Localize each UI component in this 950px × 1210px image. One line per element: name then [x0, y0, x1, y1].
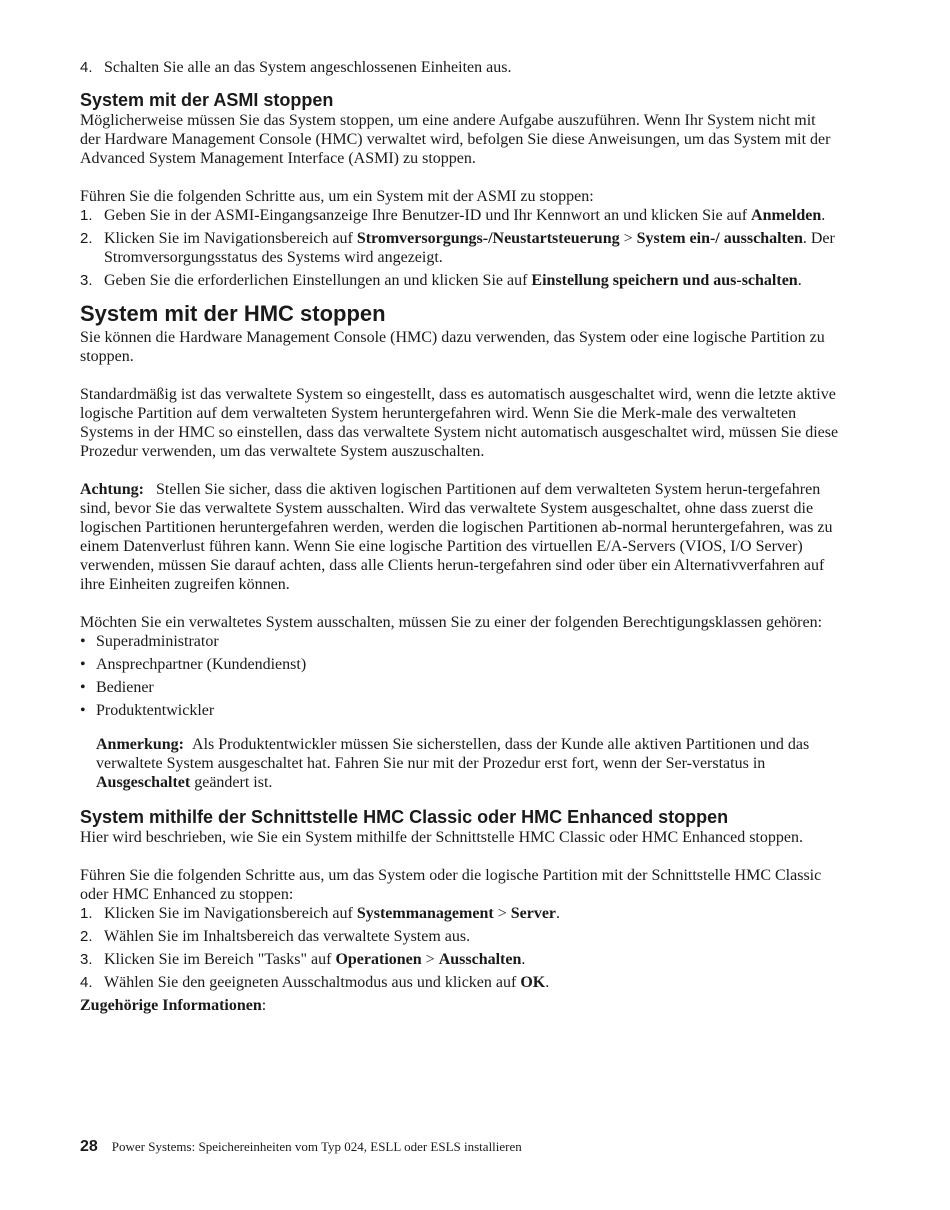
- list-item-text: Superadministrator: [96, 633, 219, 650]
- page-number: 28: [80, 1138, 98, 1155]
- note-text: geändert ist.: [190, 774, 273, 791]
- ui-term: Einstellung speichern und aus-schalten: [531, 272, 798, 289]
- page-body: [80, 58, 840, 1015]
- step-text: Wählen Sie den geeigneten Ausschaltmodus aus und klicken auf: [104, 974, 521, 991]
- bullet-icon: •: [80, 633, 86, 650]
- section-heading-classic: System mithilfe der Schnittstelle HMC Classic oder HMC Enhanced stoppen: [80, 807, 729, 827]
- ui-term: Ausschalten: [438, 951, 522, 968]
- list-item-text: Ansprechpartner (Kundendienst): [96, 656, 307, 673]
- footer-title: Power Systems: Speichereinheiten vom Typ 024, ESLL oder ESLS installieren: [111, 1139, 522, 1154]
- note-label: Anmerkung:: [96, 736, 185, 753]
- step-text: Schalten Sie alle an das System angeschlossenen Einheiten aus.: [104, 59, 512, 76]
- page-footer: [80, 1138, 522, 1156]
- step-number: 3.: [80, 272, 93, 289]
- step-text: >: [619, 230, 637, 247]
- list-item: [80, 904, 840, 923]
- step-number: 4.: [80, 59, 93, 76]
- step-text: Geben Sie die erforderlichen Einstellungen an und klicken Sie auf: [104, 272, 532, 289]
- list-item-text: Bediener: [96, 679, 154, 696]
- attention-paragraph: [80, 480, 840, 594]
- ui-term: Stromversorgungs-/Neustartsteuerung: [356, 230, 620, 247]
- step-text: Klicken Sie im Navigationsbereich auf: [104, 905, 357, 922]
- bullet-icon: •: [80, 702, 86, 719]
- step-number: 4.: [80, 974, 93, 991]
- bullet-list: [80, 632, 840, 720]
- step-number: 2.: [80, 230, 93, 247]
- step-number: 1.: [80, 905, 93, 922]
- section-heading-asmi: System mit der ASMI stoppen: [80, 90, 334, 110]
- ui-term: Anmelden: [751, 207, 822, 224]
- ui-term: Operationen: [335, 951, 422, 968]
- paragraph: Führen Sie die folgenden Schritte aus, um ein System mit der ASMI zu stoppen:: [80, 188, 594, 205]
- related-info-label: Zugehörige Informationen: [80, 997, 262, 1014]
- list-item: [80, 229, 840, 267]
- step-text: >: [493, 905, 511, 922]
- list-item: [80, 973, 840, 992]
- step-text: Wählen Sie im Inhaltsbereich das verwaltete System aus.: [104, 928, 471, 945]
- list-item: [80, 58, 840, 77]
- paragraph: Hier wird beschrieben, wie Sie ein System mithilfe der Schnittstelle HMC Classic oder HMC Enhanced stoppen.: [80, 829, 803, 846]
- step-text: .: [521, 951, 526, 968]
- step-text: .: [545, 974, 550, 991]
- ui-term: System ein-/ ausschalten: [636, 230, 803, 247]
- list-item: [80, 271, 840, 290]
- paragraph: Möchten Sie ein verwaltetes System ausschalten, müssen Sie zu einer der folgenden Berechtigungsklassen gehören:: [80, 614, 823, 631]
- related-info-line: [80, 996, 840, 1015]
- bullet-icon: •: [80, 679, 86, 696]
- paragraph: Möglicherweise müssen Sie das System stoppen, um eine andere Aufgabe auszuführen. Wenn Ihr System nicht mit der Hardware Management Console (HMC) verwaltet wird, befolgen Sie diese Anweisungen, um das System mit der Advanced System Management Interface (ASMI) zu stoppen.: [80, 112, 831, 167]
- list-item: [80, 678, 840, 697]
- note-paragraph: [80, 735, 840, 792]
- step-text: >: [421, 951, 439, 968]
- ui-term: OK: [520, 974, 546, 991]
- step-number: 2.: [80, 928, 93, 945]
- list-item: [80, 927, 840, 946]
- related-info-colon: :: [261, 997, 267, 1014]
- step-number: 1.: [80, 207, 93, 224]
- attention-text: Stellen Sie sicher, dass die aktiven logischen Partitionen auf dem verwalteten System herun-tergefahren sind, bevor Sie das verwaltete System ausschalten. Wird das verwaltete System ausgeschaltet, ohne dass zuerst die logischen Partitionen heruntergefahren werden, werden die logischen Partitionen ab-normal heruntergefahren, was zu einem Datenverlust führen kann. Wenn Sie eine logische Partition des virtuellen E/A-Servers (VIOS, I/O Server) verwenden, müssen Sie darauf achten, dass alle Clients herun-tergefahren sind oder über ein Alternativverfahren auf ihre Einheiten zugreifen können.: [80, 481, 833, 593]
- ui-term: Server: [510, 905, 557, 922]
- paragraph: Standardmäßig ist das verwaltete System so eingestellt, dass es automatisch ausgeschaltet wird, wenn die letzte aktive logische Partition auf dem verwalteten System heruntergefahren wird. Wenn Sie die Merk-male des verwalteten Systems in der HMC so einstellen, dass das verwaltete System nicht automatisch ausgeschaltet wird, müssen Sie diese Prozedur verwenden, um das verwaltete System auszuschalten.: [80, 386, 839, 460]
- attention-label: Achtung:: [80, 481, 145, 498]
- paragraph: Führen Sie die folgenden Schritte aus, um das System oder die logische Partition mit der Schnittstelle HMC Classic oder HMC Enhanced zu stoppen:: [80, 867, 822, 903]
- list-item: [80, 701, 840, 720]
- list-item: [80, 950, 840, 969]
- step-text: Klicken Sie im Navigationsbereich auf: [104, 230, 357, 247]
- section-heading-hmc: System mit der HMC stoppen: [80, 301, 386, 326]
- paragraph: Sie können die Hardware Management Console (HMC) dazu verwenden, das System oder eine logische Partition zu stoppen.: [80, 329, 825, 365]
- ui-term: Systemmanagement: [356, 905, 494, 922]
- step-text: .: [556, 905, 561, 922]
- step-text: . Der Stromversorgungsstatus des Systems wird angezeigt.: [104, 230, 835, 266]
- step-text: .: [797, 272, 802, 289]
- list-item: [80, 632, 840, 651]
- list-item-text: Produktentwickler: [96, 702, 215, 719]
- ui-term: Ausgeschaltet: [96, 774, 191, 791]
- bullet-icon: •: [80, 656, 86, 673]
- step-number: 3.: [80, 951, 93, 968]
- step-text: Klicken Sie im Bereich "Tasks" auf: [104, 951, 336, 968]
- note-text: Als Produktentwickler müssen Sie sicherstellen, dass der Kunde alle aktiven Partitionen und das verwaltete System ausgeschaltet hat. Fahren Sie nur mit der Prozedur erst fort, wenn der Ser-verstatus in: [96, 736, 810, 772]
- step-text: Geben Sie in der ASMI-Eingangsanzeige Ihre Benutzer-ID und Ihr Kennwort an und klicken Sie auf: [104, 207, 752, 224]
- step-text: .: [821, 207, 826, 224]
- list-item: [80, 206, 840, 225]
- list-item: [80, 655, 840, 674]
